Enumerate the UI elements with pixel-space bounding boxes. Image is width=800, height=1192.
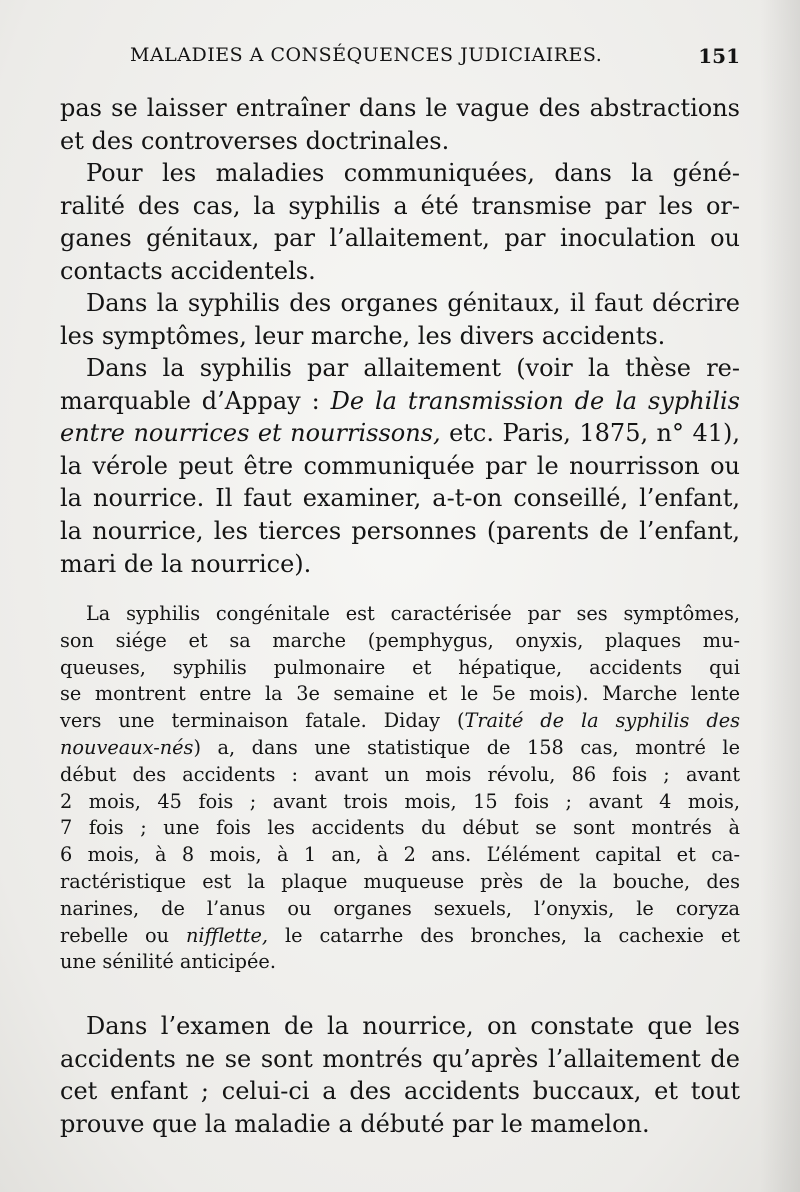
text-line: queuses, syphilis pulmonaire et hépatique, accidents qui [60, 655, 740, 679]
text-line: 7 fois ; une fois les accidents du début se sont montrés à [60, 816, 740, 840]
text-line: 2 mois, 45 fois ; avant trois mois, 15 fois ; avant 4 mois, [60, 789, 740, 813]
text-line: la vérole peut être communiquée par le nourrisson ou [60, 451, 740, 480]
text-line: se montrent entre la 3e semaine et le 5e mois). Marche lente [60, 682, 740, 706]
text-line: la nourrice, les tierces personnes (parents de l’enfant, [60, 516, 740, 545]
text-line: une sénilité anticipée. [60, 950, 276, 974]
cited-title: De la transmission de la syphilis [330, 386, 740, 415]
text-line: ganes génitaux, par l’allaitement, par inoculation ou [60, 224, 740, 253]
text-line: son siége et sa marche (pemphygus, onyxis, plaques mu- [60, 628, 740, 652]
text-line: Dans l’examen de la nourrice, on constate que les [86, 1012, 740, 1040]
text-line: cet enfant ; celui-ci a des accidents buccaux, et tout [60, 1077, 740, 1106]
emphasized-term: nifflette, [186, 923, 269, 947]
paragraph-communicated-diseases [60, 157, 740, 287]
text-line: pas se laisser entraîner dans le vague des abstractions [60, 94, 740, 122]
page-edge-shadow [760, 0, 800, 1192]
text-line: ralité des cas, la syphilis a été transmise par les or- [60, 191, 740, 220]
paragraph-breastfeeding-syphilis [60, 352, 740, 580]
text-line: La syphilis congénitale est caractérisée par ses symptômes, [86, 602, 740, 625]
text-line [60, 923, 740, 950]
paragraph-congenital-syphilis [60, 601, 740, 976]
text-line: Pour les maladies communiquées, dans la géné- [86, 159, 740, 187]
text-span: le catarrhe des bronches, la cachexie et [268, 923, 740, 947]
cited-title: Traité de la syphilis des [464, 709, 741, 733]
paragraph-nurse-examination [60, 1010, 740, 1140]
text-line: la nourrice. Il faut examiner, a-t-on conseillé, l’enfant, [60, 484, 740, 513]
text-line: 6 mois, à 8 mois, à 1 an, à 2 ans. L’élément capital et ca- [60, 843, 740, 867]
page-header [130, 44, 740, 84]
text-span: marquable d’Appay : [60, 386, 331, 415]
text-line [60, 708, 740, 735]
text-span: etc. Paris, 1875, n° 41), [440, 419, 740, 448]
paragraph-continuation [60, 92, 740, 157]
paragraph-genital-syphilis [60, 287, 740, 352]
page-number: 151 [698, 44, 740, 68]
cited-title: nouveaux-nés [60, 735, 194, 759]
text-line: début des accidents : avant un mois révolu, 86 fois ; avant [60, 762, 740, 786]
text-line: accidents ne se sont montrés qu’après l’allaitement de [60, 1044, 740, 1073]
text-line: Dans la syphilis par allaitement (voir la thèse re- [86, 354, 740, 382]
text-line: narines, de l’anus ou organes sexuels, l’onyxis, le coryza [60, 896, 740, 920]
text-span: rebelle ou [60, 923, 187, 947]
text-line: Dans la syphilis des organes génitaux, il faut décrire [86, 289, 740, 317]
text-line: ractéristique est la plaque muqueuse près de la bouche, des [60, 869, 740, 893]
text-line: et des controverses doctrinales. [60, 126, 450, 155]
cited-title: entre nourrices et nourrissons, [60, 419, 441, 448]
text-line: les symptômes, leur marche, les divers accidents. [60, 321, 666, 350]
text-line [60, 735, 740, 762]
text-line: prouve que la maladie a débuté par le mamelon. [60, 1109, 650, 1138]
text-line: mari de la nourrice). [60, 549, 312, 578]
text-line [60, 385, 740, 418]
text-line [60, 417, 740, 450]
text-line: contacts accidentels. [60, 256, 316, 285]
text-span: vers une terminaison fatale. Diday ( [60, 709, 465, 733]
running-head: MALADIES A CONSÉQUENCES JUDICIAIRES. [130, 44, 603, 66]
text-span: ) a, dans une statistique de 158 cas, montré le [193, 735, 740, 759]
